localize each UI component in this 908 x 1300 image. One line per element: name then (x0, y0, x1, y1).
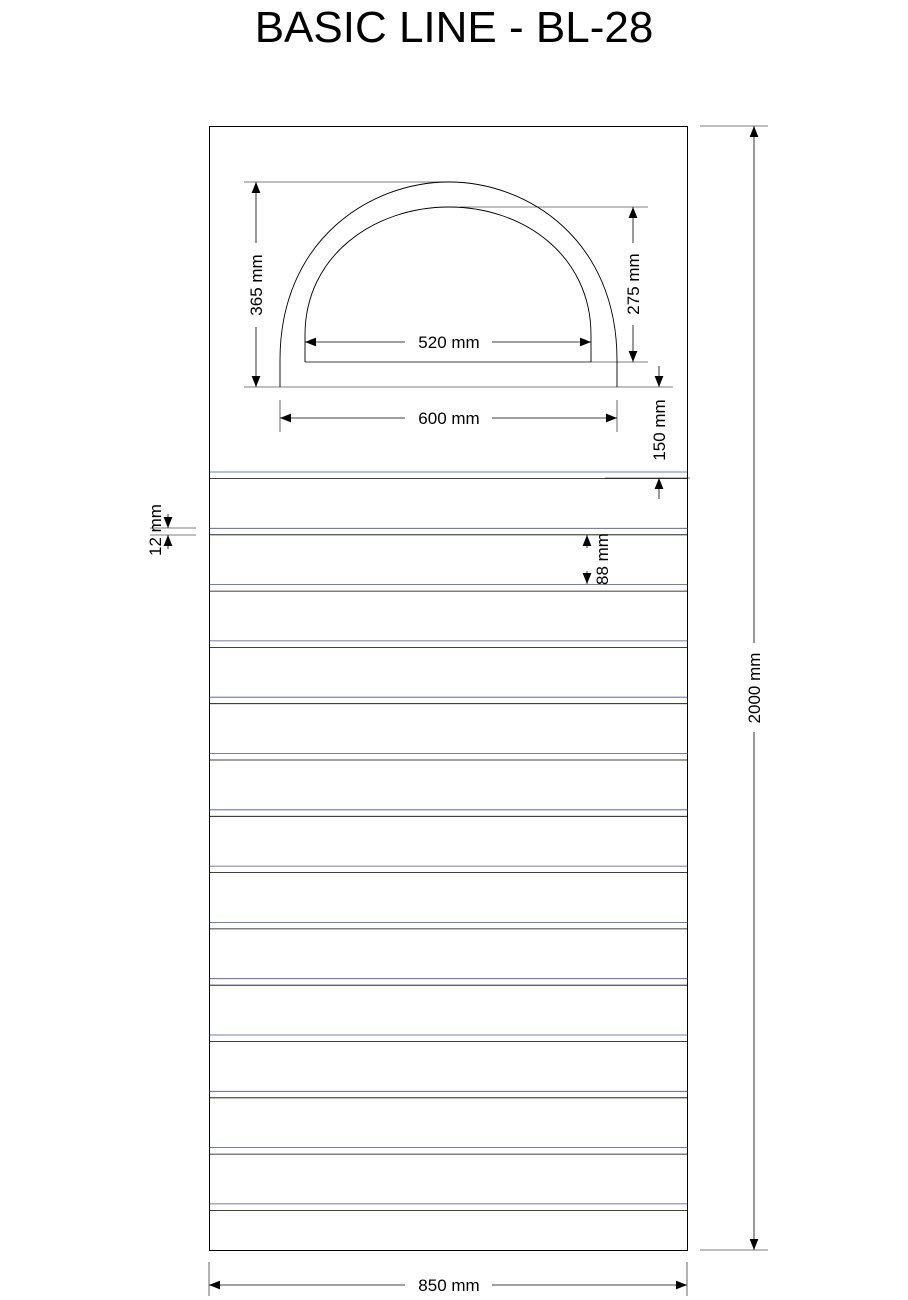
door-outline (210, 127, 688, 1251)
dim-600-label: 600 mm (418, 409, 480, 428)
arch-outer (280, 182, 617, 387)
dim-2000 (745, 126, 764, 1250)
dim-88-label: 88 mm (593, 533, 612, 585)
dim-150 (650, 366, 669, 499)
page-title: BASIC LINE - BL-28 (254, 3, 654, 52)
groove-lines (210, 472, 688, 1210)
dim-850 (209, 1276, 687, 1295)
dim-600 (280, 409, 617, 428)
dim-275 (624, 207, 643, 362)
dim-150-label: 150 mm (650, 399, 669, 461)
dim-275-label: 275 mm (624, 253, 643, 315)
extension-lines (150, 126, 768, 1296)
dim-365 (247, 182, 266, 387)
dim-520-label: 520 mm (418, 333, 480, 352)
dim-520 (305, 333, 591, 352)
dim-12-label: 12 mm (146, 504, 165, 556)
dim-88 (587, 533, 612, 585)
dim-850-label: 850 mm (418, 1276, 480, 1295)
dim-12 (146, 504, 168, 556)
dim-2000-label: 2000 mm (745, 652, 764, 724)
dim-365-label: 365 mm (247, 254, 266, 316)
